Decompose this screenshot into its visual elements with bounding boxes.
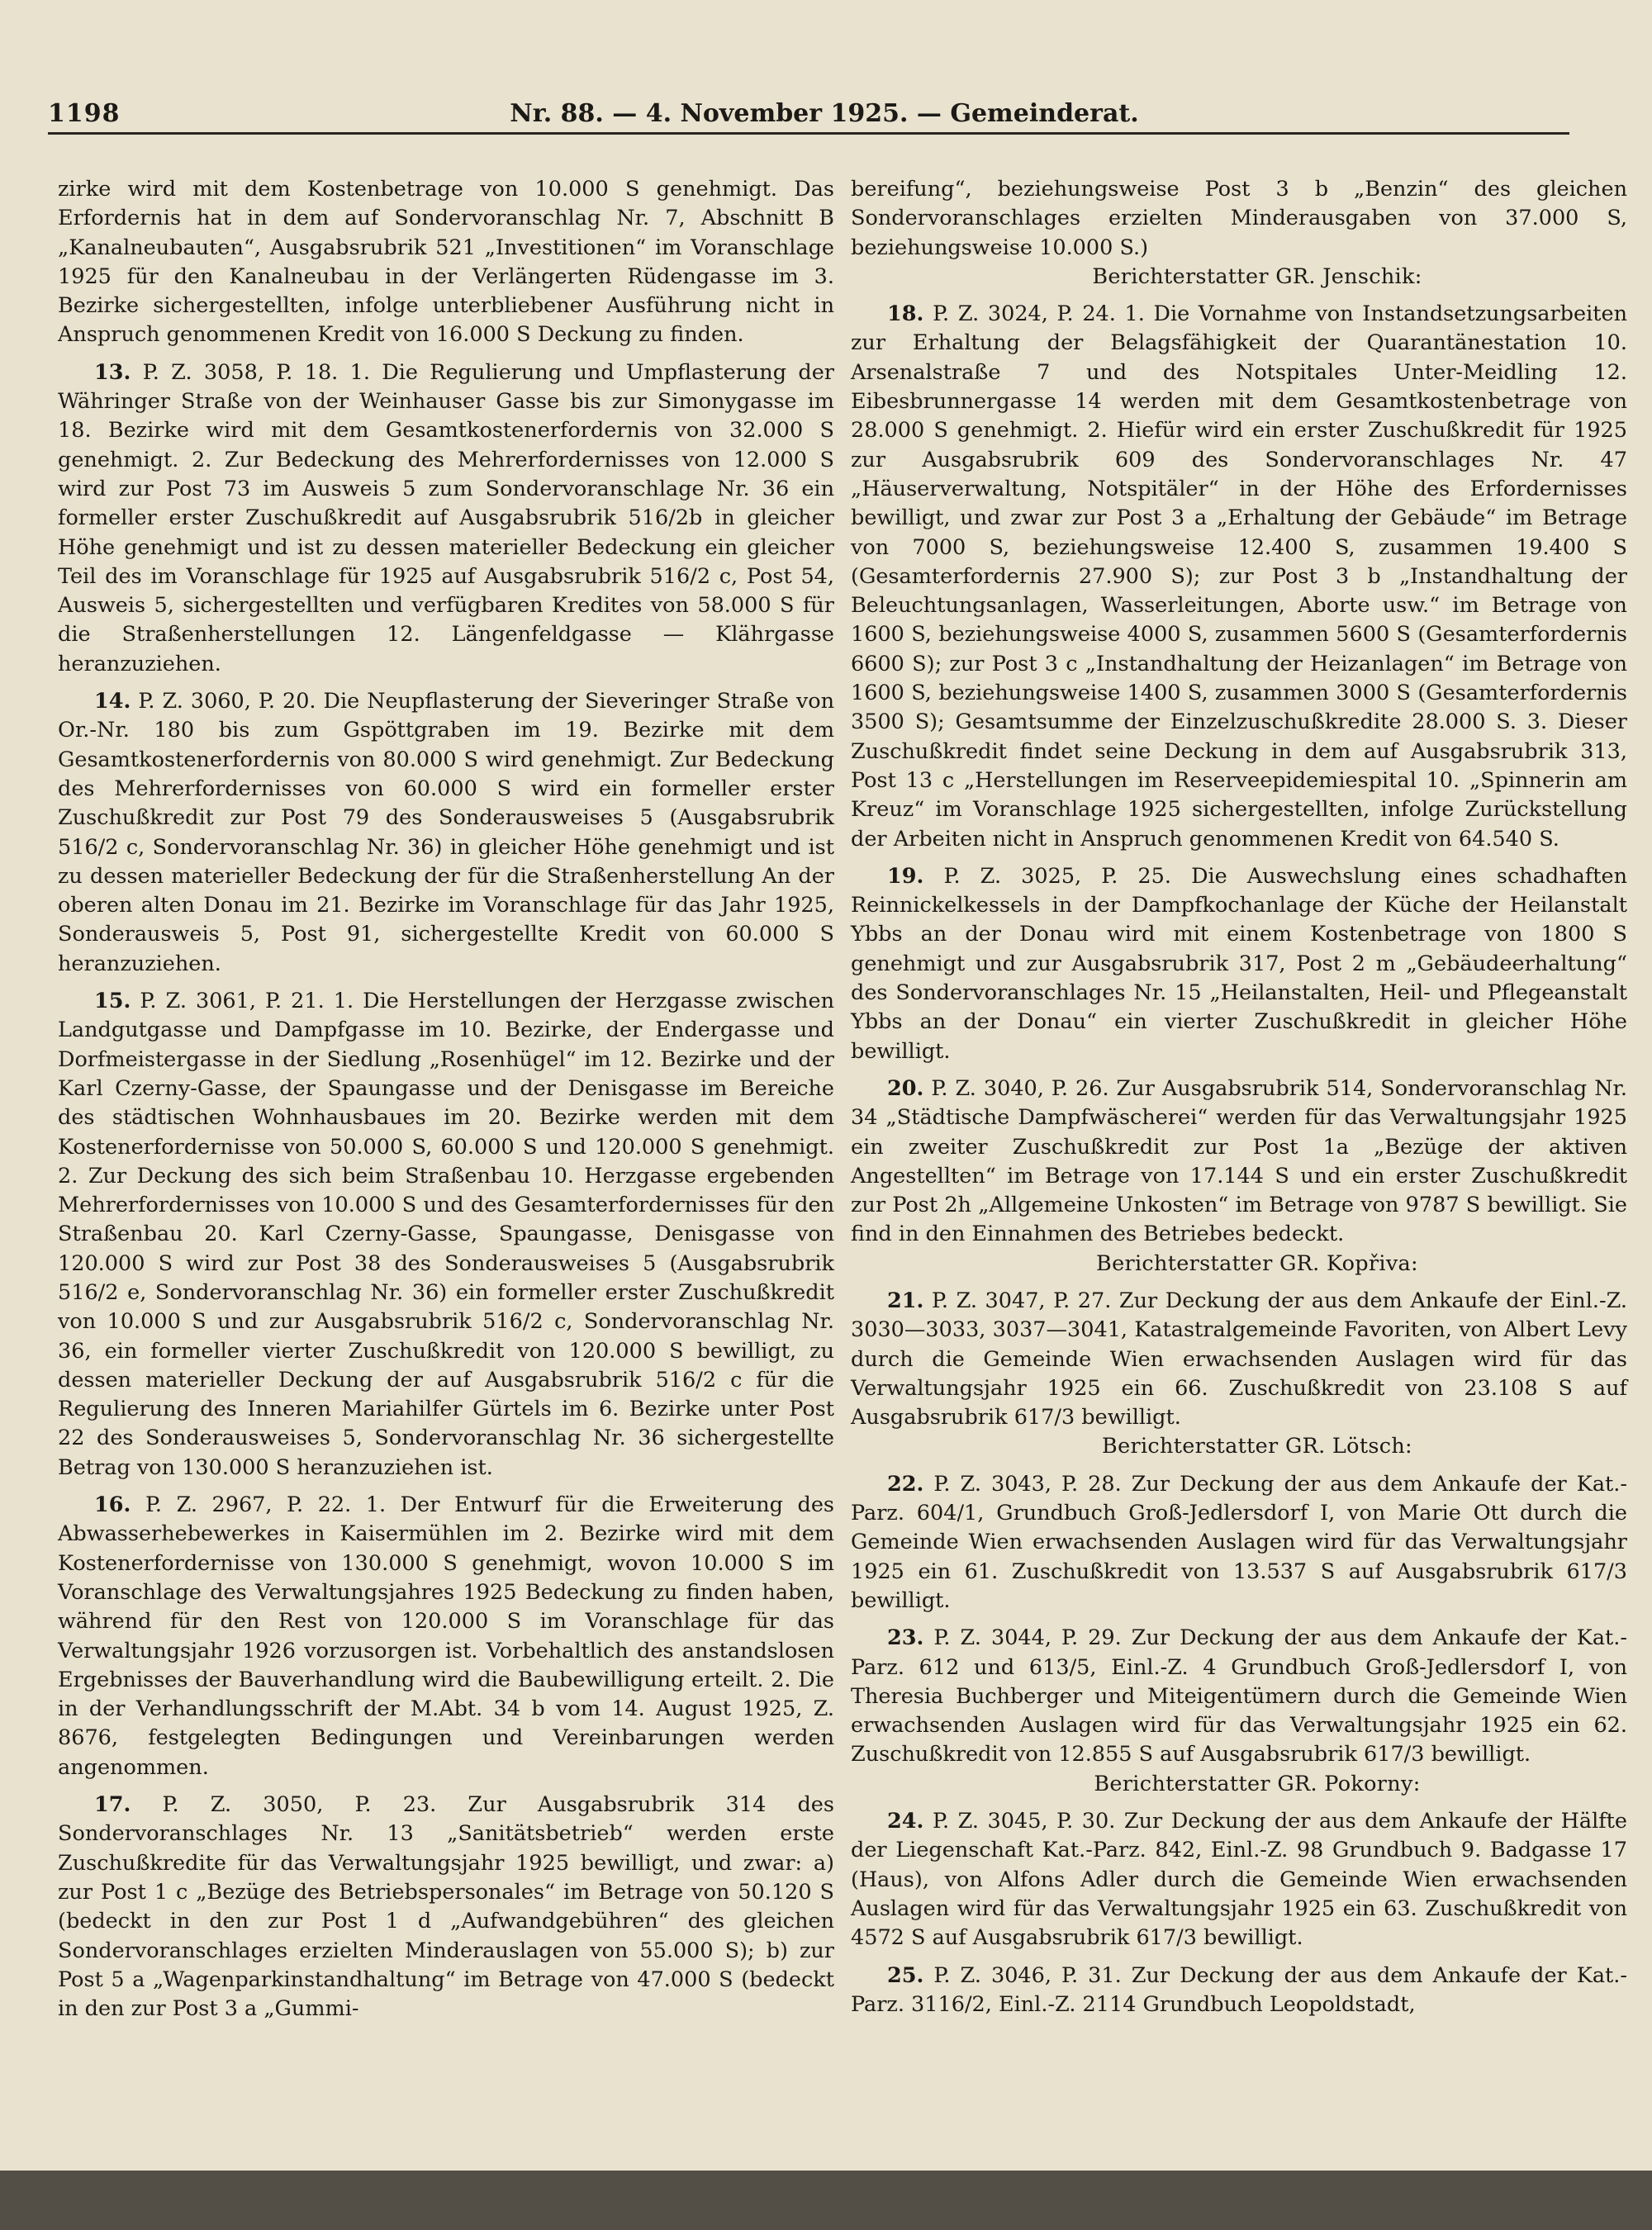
- reporter-heading: Berichterstatter GR. Kopřiva:: [1096, 1250, 1418, 1276]
- reporter-heading: Berichterstatter GR. Pokorny:: [1094, 1771, 1421, 1796]
- item-text: P. Z. 3043, P. 28. Zur Deckung der aus dem Ankaufe der Kat.-Parz. 604/1, Grundbuch Groß-Jedlersdorf I, von Marie Ott durch die Gemeinde Wien erwachsenden Auslagen wird für das Verwaltungsjahr 1925 ein 61. Zuschußkredit von 13.537 S auf Ausgabsrubrik 617/3 bewilligt.: [851, 1471, 1628, 1613]
- reporter-heading: Berichterstatter GR. Lötsch:: [1102, 1434, 1412, 1459]
- agenda-item: [851, 1962, 1627, 2020]
- agenda-item: [58, 358, 834, 679]
- item-text: P. Z. 3050, P. 23. Zur Ausgabsrubrik 314 des Sondervoranschlages Nr. 13 „Sanitätsbetrieb“ werden erste Zuschußkredite für das Verwaltungsjahr 1925 bewilligt, und zwar: a) zur Post 1 c „Bezüge des Betriebspersonales“ im Betrage von 50.120 S (bedeckt in den zur Post 1 d „Aufwandgebühren“ des gleichen Sondervoranschlages erzielten Minderauslagen von 55.000 S); b) zur Post 5 a „Wagenparkinstandhaltung“ im Betrage von 47.000 S (bedeckt in den zur Post 3 a „Gummi-: [58, 1792, 834, 2022]
- item-number: 19.: [887, 863, 924, 889]
- item-number: 16.: [94, 1492, 131, 1518]
- agenda-item: [58, 1491, 834, 1782]
- item-text: P. Z. 3025, P. 25. Die Auswechslung eines schadhaften Reinnickelkessels in der Dampfkochanlage der Küche der Heilanstalt Ybbs an der Donau wird mit einem Kostenbetrage von 1800 S genehmigt und zur Ausgabsrubrik 317, Post 2 m „Gebäudeerhaltung“ des Sondervoranschlages Nr. 15 „Heilanstalten, Heil- und Pflegeanstalt Ybbs an der Donau“ ein vierter Zuschußkredit in gleicher Höhe bewilligt.: [851, 863, 1628, 1064]
- agenda-item: [851, 1624, 1627, 1769]
- left-column: [58, 175, 834, 2024]
- agenda-item: [851, 1075, 1627, 1250]
- item-text: P. Z. 3040, P. 26. Zur Ausgabsrubrik 514, Sondervoranschlag Nr. 34 „Städtische Dampfwäscherei“ werden für das Verwaltungsjahr 1925 ein zweiter Zuschußkredit zur Post 1a „Bezüge der aktiven Angestellten“ im Betrage von 17.144 S und ein erster Zuschußkredit zur Post 2h „Allgemeine Unkosten“ im Betrage von 9787 S bewilligt. Sie find in den Einnahmen des Betriebes bedeckt.: [851, 1075, 1627, 1247]
- page-number: 1198: [48, 99, 121, 128]
- item-number: 14.: [94, 689, 131, 714]
- item-text: P. Z. 3044, P. 29. Zur Deckung der aus dem Ankaufe der Kat.-Parz. 612 und 613/5, Einl.-Z. 4 Grundbuch Groß-Jedlersdorf I, von Theresia Buchberger und Miteigentümern durch die Gemeinde Wien erwachsenden Auslagen wird für das Verwaltungsjahr 1925 ein 62. Zuschußkredit von 12.855 S auf Ausgabsrubrik 617/3 bewilligt.: [851, 1625, 1628, 1767]
- item-number: 13.: [94, 359, 131, 385]
- reporter-heading: Berichterstatter GR. Jenschik:: [1092, 263, 1422, 289]
- item-text: P. Z. 3045, P. 30. Zur Deckung der aus dem Ankaufe der Hälfte der Liegenschaft Kat.-Parz. 842, Einl.-Z. 98 Grundbuch 9. Badgasse 17 (Haus), von Alfons Adler durch die Gemeinde Wien erwachsenden Auslagen wird für das Verwaltungsjahr 1925 ein 63. Zuschußkredit von 4572 S auf Ausgabsrubrik 617/3 bewilligt.: [851, 1809, 1627, 1951]
- continued-paragraph: bereifung“, beziehungsweise Post 3 b „Benzin“ des gleichen Sondervoranschlages erzielten Minderausgaben von 37.000 S, beziehungsweise 10.000 S.): [851, 177, 1627, 260]
- page-bottom-edge: [0, 2171, 1652, 2230]
- item-number: 22.: [887, 1471, 924, 1497]
- agenda-item: [851, 1470, 1627, 1616]
- item-text: P. Z. 2967, P. 22. 1. Der Entwurf für die Erweiterung des Abwasserhebewerkes in Kaisermühlen im 2. Bezirke wird mit dem Kostenerfordernisse von 130.000 S genehmigt, wovon 10.000 S im Voranschlage des Verwaltungsjahres 1925 Bedeckung zu finden haben, während für den Rest von 120.000 S im Voranschlage für das Verwaltungsjahr 1926 vorzusorgen ist. Vorbehaltlich des anstandslosen Ergebnisses der Bauverhandlung wird die Baubewilligung erteilt. 2. Die in der Verhandlungsschrift der M.Abt. 34 b vom 14. August 1925, Z. 8676, festgelegten Bedingungen und Vereinbarungen werden angenommen.: [58, 1492, 835, 1780]
- right-column: [851, 175, 1627, 2019]
- agenda-item: [851, 300, 1627, 854]
- agenda-item: [58, 987, 834, 1483]
- item-number: 23.: [887, 1625, 924, 1651]
- item-number: 18.: [887, 301, 924, 327]
- item-number: 25.: [887, 1962, 924, 1988]
- item-number: 17.: [94, 1792, 131, 1818]
- agenda-item: [851, 1287, 1627, 1432]
- agenda-item: [851, 1807, 1627, 1952]
- continued-paragraph: zirke wird mit dem Kostenbetrage von 10.000 S genehmigt. Das Erfordernis hat in dem auf Sondervoranschlag Nr. 7, Abschnitt B „Kanalneubauten“, Ausgabsrubrik 521 „Investitionen“ im Voranschlage 1925 für den Kanalneubau in der Verlängerten Rüdengasse im 3. Bezirke sichergestellten, infolge unterbliebener Ausführung nicht in Anspruch genommenen Kredit von 16.000 S Deckung zu finden.: [58, 177, 834, 348]
- item-number: 24.: [887, 1809, 924, 1834]
- issue-title: Nr. 88. — 4. November 1925. — Gemeinderat.: [510, 99, 1139, 128]
- page-header: [48, 99, 1601, 135]
- item-text: P. Z. 3024, P. 24. 1. Die Vornahme von Instandsetzungsarbeiten zur Erhaltung der Belagsfähigkeit der Quarantänestation 10. Arsenalstraße 7 und des Notspitales Unter-Meidling 12. Eibesbrunnergasse 14 werden mit dem Gesamtkostenbetrage von 28.000 S genehmigt. 2. Hiefür wird ein erster Zuschußkredit für 1925 zur Ausgabsrubrik 609 des Sondervoranschlages Nr. 47 „Häuserverwaltung, Notspitäler“ in der Höhe des Erfordernisses bewilligt, und zwar zur Post 3 a „Erhaltung der Gebäude“ im Betrage von 7000 S, beziehungsweise 12.400 S, zusammen 19.400 S (Gesamterfordernis 27.900 S); zur Post 3 b „Instandhaltung der Beleuchtungsanlagen, Wasserleitungen, Aborte usw.“ im Betrage von 1600 S, beziehungsweise 4000 S, zusammen 5600 S (Gesamterfordernis 6600 S); zur Post 3 c „Instandhaltung der Heizanlagen“ im Betrage von 1600 S, beziehungsweise 1400 S, zusammen 3000 S (Gesamterfordernis 3500 S); Gesamtsumme der Einzelzuschußkredite 28.000 S. 3. Dieser Zuschußkredit findet seine Deckung in dem auf Ausgabsrubrik 313, Post 13 c „Herstellungen im Reserveepidemiespital 10. „Spinnerin am Kreuz“ im Voranschlage 1925 sichergestellten, infolge Zurückstellung der Arbeiten nicht in Anspruch genommenen Kredit von 64.540 S.: [851, 301, 1627, 852]
- item-number: 20.: [887, 1075, 924, 1101]
- item-text: P. Z. 3061, P. 21. 1. Die Herstellungen der Herzgasse zwischen Landgutgasse und Dampfgasse im 10. Bezirke, der Endergasse und Dorfmeistergasse in der Siedlung „Rosenhügel“ im 12. Bezirke und der Karl Czerny-Gasse, der Spaungasse und der Denisgasse im Bereiche des städtischen Wohnhausbaues im 20. Bezirke werden mit dem Kostenerfordernisse von 50.000 S, 60.000 S und 120.000 S genehmigt. 2. Zur Deckung des sich beim Straßenbau 10. Herzgasse ergebenden Mehrerfordernisses von 10.000 S und des Gesamterfordernisses für den Straßenbau 20. Karl Czerny-Gasse, Spaungasse, Denisgasse von 120.000 S wird zur Post 38 des Sonderausweises 5 (Ausgabsrubrik 516/2 e, Sondervoranschlag Nr. 36) ein formeller erster Zuschußkredit von 10.000 S und zur Ausgabsrubrik 516/2 c, Sondervoranschlag Nr. 36, ein formeller vierter Zuschußkredit von 120.000 S bewilligt, zu dessen materieller Deckung der auf Ausgabsrubrik 516/2 c für die Regulierung des Inneren Mariahilfer Gürtels im 6. Bezirke unter Post 22 des Sonderausweises 5, Sondervoranschlag Nr. 36 sichergestellte Betrag von 130.000 S heranzuziehen ist.: [58, 989, 834, 1480]
- item-text: P. Z. 3060, P. 20. Die Neupflasterung der Sieveringer Straße von Or.-Nr. 180 bis zum Gspöttgraben im 19. Bezirke mit dem Gesamtkostenerfordernis von 80.000 S wird genehmigt. Zur Bedeckung des Mehrerfordernisses von 60.000 S wird ein formeller erster Zuschußkredit zur Post 79 des Sonderausweises 5 (Ausgabsrubrik 516/2 c, Sondervoranschlag Nr. 36) in gleicher Höhe genehmigt und ist zu dessen materieller Bedeckung der für die Straßenherstellung An der oberen alten Donau im 21. Bezirke im Voranschlage für das Jahr 1925, Sonderausweis 5, Post 91, sichergestellte Kredit von 60.000 S heranzuziehen.: [58, 689, 835, 976]
- agenda-item: [58, 687, 834, 979]
- item-number: 15.: [94, 989, 131, 1014]
- header-rule: [48, 132, 1569, 135]
- item-text: P. Z. 3058, P. 18. 1. Die Regulierung und Umpflasterung der Währinger Straße von der Weinhauser Gasse bis zur Simonygasse im 18. Bezirke wird mit dem Gesamtkostenerfordernis von 32.000 S genehmigt. 2. Zur Bedeckung des Mehrerfordernisses von 12.000 S wird zur Post 73 im Ausweis 5 zum Sondervoranschlage Nr. 36 ein formeller erster Zuschußkredit auf Ausgabsrubrik 516/2b in gleicher Höhe genehmigt und ist zu dessen materieller Bedeckung ein gleicher Teil des im Voranschlage für 1925 auf Ausgabsrubrik 516/2 c, Post 54, Ausweis 5, sichergestellten und verfügbaren Kredites von 58.000 S für die Straßenherstellungen 12. Längenfeldgasse — Klährgasse heranzuziehen.: [58, 359, 834, 676]
- item-text: P. Z. 3046, P. 31. Zur Deckung der aus dem Ankaufe der Kat.-Parz. 3116/2, Einl.-Z. 2114 Grundbuch Leopoldstadt,: [851, 1962, 1628, 2017]
- item-number: 21.: [887, 1288, 924, 1313]
- item-text: P. Z. 3047, P. 27. Zur Deckung der aus dem Ankaufe der Einl.-Z. 3030—3033, 3037—3041, Katastralgemeinde Favoriten, von Albert Levy durch die Gemeinde Wien erwachsenden Auslagen wird für das Verwaltungsjahr 1925 ein 66. Zuschußkredit von 23.108 S auf Ausgabsrubrik 617/3 bewilligt.: [851, 1288, 1627, 1431]
- agenda-item: [58, 1791, 834, 2024]
- agenda-item: [851, 862, 1627, 1066]
